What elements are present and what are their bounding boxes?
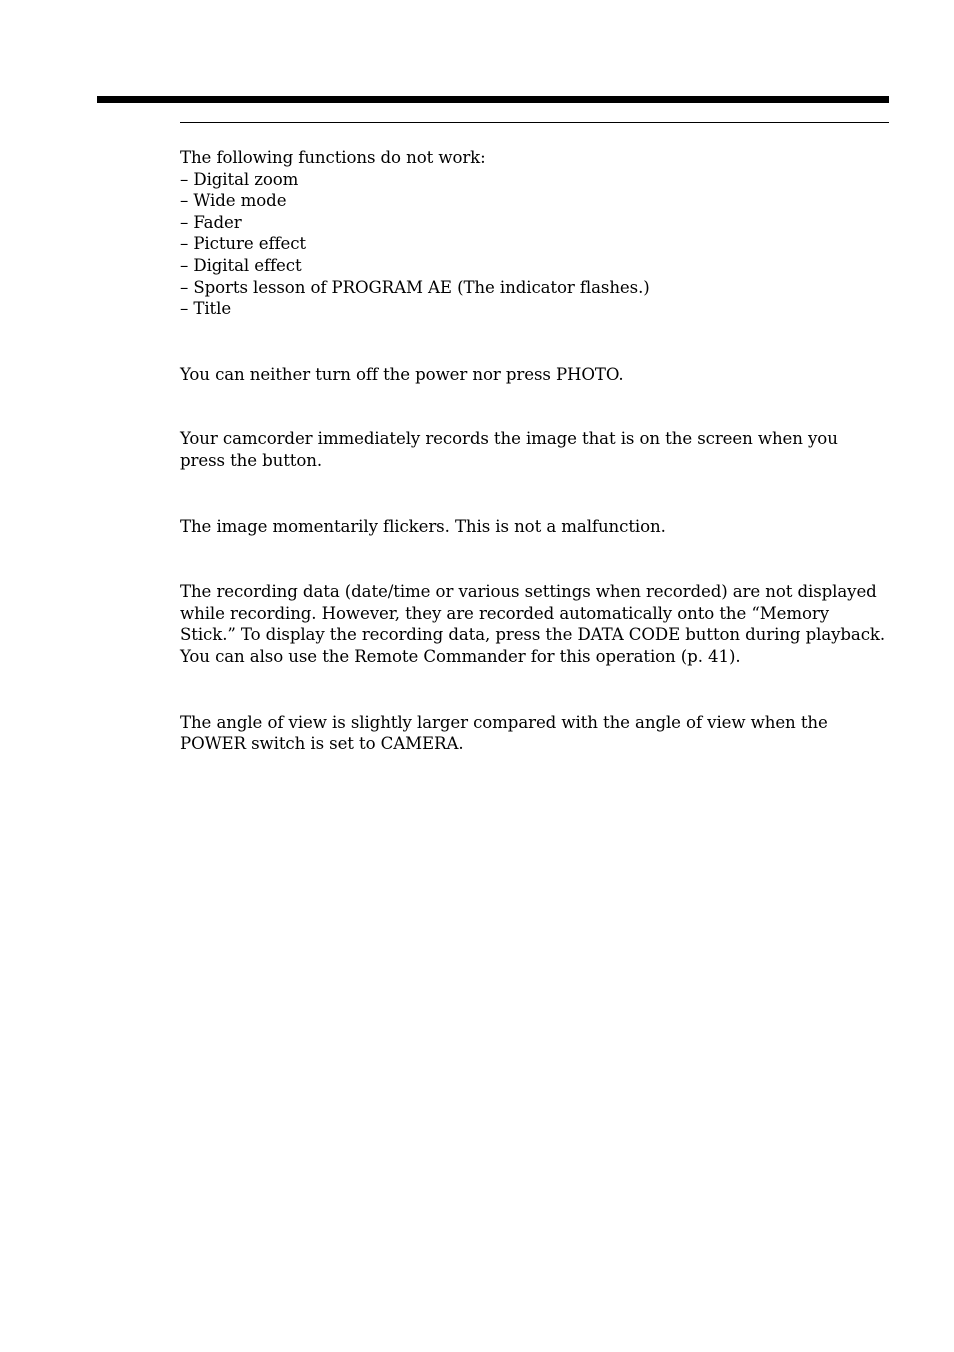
paragraph-intro: The following functions do not work:	[180, 148, 486, 167]
list-item: – Digital effect	[180, 255, 302, 275]
note-recording-data	[180, 581, 886, 667]
list-item: – Picture effect	[180, 234, 307, 254]
notes-not-working	[180, 147, 886, 320]
list-item: – Wide mode	[180, 191, 287, 211]
note-records-image	[180, 428, 886, 471]
paragraph: You can neither turn off the power nor press PHOTO.	[180, 364, 624, 384]
paragraph: Your camcorder immediately records the image that is on the screen when you press the button.	[180, 429, 838, 470]
note-flicker	[180, 516, 886, 538]
note-angle-of-view	[180, 712, 886, 755]
paragraph: The recording data (date/time or various settings when recorded) are not displayed while recording. However, they are recorded automatically onto the “Memory Stick.” To display the recording data, press the DATA CODE button during playback. You can also use the Remote Commander for this operation (p. 41).	[180, 582, 886, 666]
list-item: – Sports lesson of PROGRAM AE (The indicator flashes.)	[180, 277, 650, 297]
header-thin-rule	[180, 122, 889, 123]
note-power-photo	[180, 364, 886, 386]
function-list	[180, 169, 886, 320]
list-item: – Digital zoom	[180, 169, 299, 189]
paragraph: The angle of view is slightly larger compared with the angle of view when the POWER switch is set to CAMERA.	[180, 712, 828, 754]
list-item: – Fader	[180, 212, 242, 232]
paragraph: The image momentarily flickers. This is not a malfunction.	[180, 516, 666, 536]
list-item: – Title	[180, 299, 232, 319]
header-thick-rule	[97, 96, 889, 103]
page-body	[180, 147, 886, 755]
